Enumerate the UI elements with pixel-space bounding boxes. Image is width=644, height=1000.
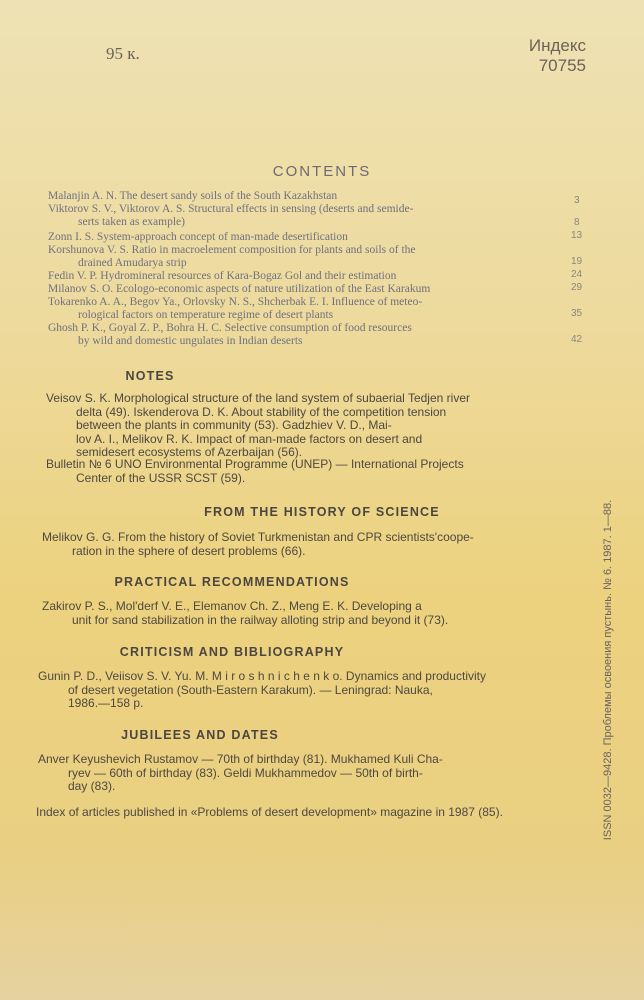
toc-entry: [48, 190, 553, 203]
criticism-line: of desert vegetation (South-Eastern Karakum). — Leningrad: Nauka,: [68, 682, 433, 697]
toc-entry-text: Ghosh P. K., Goyal Z. P., Bohra H. C. Selective consumption of food resources: [48, 322, 412, 334]
criticism-heading: CRITICISM AND BIBLIOGRAPHY: [119, 645, 345, 659]
toc-entry: [48, 203, 553, 229]
toc-page-number: 8: [574, 217, 580, 228]
notes-line: lov A. I., Melikov R. K. Impact of man-made factors on desert and: [76, 431, 423, 446]
toc-entry-text-cont: serts taken as example): [78, 216, 185, 228]
notes-line: delta (49). Iskenderova D. K. About stability of the competition tension: [76, 404, 447, 419]
jubilees-heading: JUBILEES AND DATES: [121, 728, 279, 742]
toc-entry: [48, 270, 553, 283]
toc-entry-text-cont: rological factors on temperature regime of desert plants: [78, 309, 334, 321]
contents-title: CONTENTS: [272, 163, 372, 180]
bulletin-line: Bulletin № 6 UNO Environmental Programme (UNEP) — International Projects: [46, 457, 464, 471]
toc-page-number: 35: [571, 308, 583, 319]
practical-heading: PRACTICAL RECOMMENDATIONS: [114, 575, 350, 589]
toc-entry: [48, 283, 553, 296]
toc-entry: [48, 322, 553, 348]
criticism-line: 1986.—158 p.: [68, 696, 144, 710]
toc-entry-text-cont: by wild and domestic ungulates in Indian deserts: [78, 335, 303, 347]
toc-entry-text: Zonn I. S. System-approach concept of man-made desertification: [48, 231, 348, 243]
price: 95 к.: [106, 44, 140, 63]
index-number: 70755: [538, 56, 586, 75]
toc-page-number: 29: [571, 282, 583, 293]
history-paragraph: [42, 531, 572, 558]
criticism-line: Gunin P. D., Veiisov S. V. Yu. M. M i r o s h n i c h e n k o. Dynamics and productivity: [38, 669, 486, 683]
criticism-paragraph: [38, 670, 573, 711]
toc-page-number: 19: [571, 256, 583, 267]
index-block: [529, 36, 586, 76]
jubilees-line: day (83).: [68, 779, 116, 793]
toc-page-number: 42: [571, 334, 583, 345]
notes-line: Veisov S. K. Morphological structure of the land system of subaerial Tedjen river: [46, 391, 470, 405]
toc-page-number: 13: [571, 230, 583, 241]
toc-page-number: 3: [574, 195, 580, 206]
toc-entry-text: Malanjin A. N. The desert sandy soils of the South Kazakhstan: [48, 190, 338, 202]
practical-line: Zakirov P. S., Mol'derf V. E., Elemanov Ch. Z., Meng E. K. Developing a: [42, 599, 422, 613]
toc-entry: [48, 296, 553, 322]
index-label: Индекс: [528, 36, 586, 55]
toc-list: [48, 190, 553, 350]
toc-page-number: 24: [571, 269, 583, 280]
notes-line: semidesert ecosystems of Azerbaijan (56).: [76, 445, 303, 459]
spine-text: ISSN 0032—9428. Проблемы освоения пустынь. № 6. 1987. 1—88.: [602, 499, 614, 841]
history-line: Melikov G. G. From the history of Soviet Turkmenistan and CPR scientists'coope-: [42, 530, 474, 544]
jubilees-line: Anver Keyushevich Rustamov — 70th of birthday (81). Mukhamed Kuli Cha-: [38, 752, 443, 766]
bulletin-line: Center of the USSR SCST (59).: [76, 470, 246, 485]
toc-entry: [48, 231, 553, 244]
history-line: ration in the sphere of desert problems (66).: [72, 543, 306, 558]
notes-paragraph: [46, 392, 566, 460]
toc-entry-text: Tokarenko A. A., Begov Ya., Orlovsky N. S., Shcherbak E. I. Influence of meteo-: [48, 296, 423, 308]
toc-entry-text: Fedin V. P. Hydromineral resources of Kara-Bogaz Gol and their estimation: [48, 270, 397, 282]
jubilees-line: ryev — 60th of birthday (83). Geldi Mukhammedov — 50th of birth-: [68, 765, 423, 780]
toc-entry-text-cont: drained Amudarya strip: [78, 257, 187, 269]
practical-paragraph: [42, 600, 572, 627]
toc-entry-text: Viktorov S. V., Viktorov A. S. Structural effects in sensing (deserts and semide-: [48, 203, 414, 215]
spine: [598, 370, 618, 970]
toc-entry-text: Korshunova V. S. Ratio in macroelement composition for plants and soils of the: [48, 244, 416, 256]
history-heading: FROM THE HISTORY OF SCIENCE: [204, 505, 440, 519]
toc-entry-text: Milanov S. O. Ecologo-economic aspects of nature utilization of the East Karakum: [48, 283, 431, 295]
notes-heading: NOTES: [125, 369, 175, 383]
jubilees-paragraph: [38, 753, 578, 794]
bulletin-paragraph: [46, 458, 566, 485]
practical-line: unit for sand stabilization in the railway alloting strip and beyond it (73).: [72, 612, 449, 627]
index-articles-line: Index of articles published in «Problems of desert development» magazine in 1987 (85).: [36, 805, 503, 819]
notes-line: between the plants in community (53). Gadzhiev V. D., Mai-: [76, 418, 392, 432]
toc-entry: [48, 244, 553, 270]
